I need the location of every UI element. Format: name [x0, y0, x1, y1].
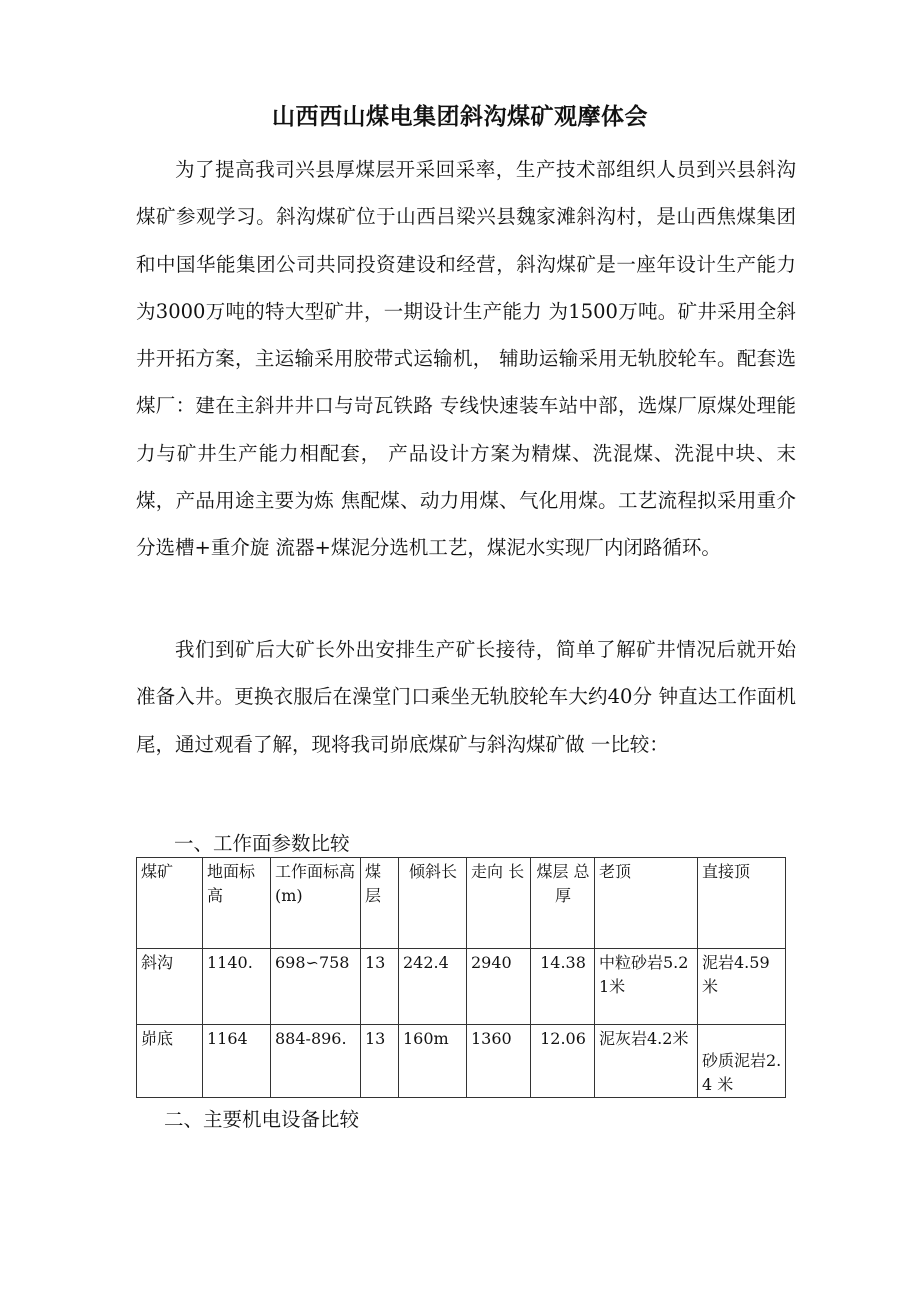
table-cell: 242.4 — [399, 949, 467, 1025]
table-cell: 884-896. — [271, 1025, 361, 1098]
table-cell: 2940 — [467, 949, 531, 1025]
table-cell: 13 — [361, 949, 399, 1025]
table-cell: 698∽758 — [271, 949, 361, 1025]
section-heading-equipment: 二、主要机电设备比较 — [164, 1108, 360, 1131]
table-cell: 砂质泥岩2.4 米 — [698, 1025, 786, 1098]
header-cell: 工作面标高(m) — [271, 858, 361, 949]
intro-paragraph: 为了提高我司兴县厚煤层开采回采率，生产技术部组织人员到兴县斜沟煤矿参观学习。斜沟煤矿位于山西吕梁兴县魏家滩斜沟村，是山西焦煤集团和中国华能集团公司共同投资建设和经营，斜沟煤矿是一座年设计生产能力为3000万吨的特大型矿井，一期设计生产能力 为1500万吨。矿井采用全斜井开拓方案，主运输采用胶带式运输机， 辅助运输采用无轨胶轮车。配套选煤厂：建在主斜井井口与岢瓦铁路 专线快速装车站中部，选煤厂原煤处理能力与矿井生产能力相配套， 产品设计方案为精煤、洗混煤、洗混中块、末煤，产品用途主要为炼 焦配煤、动力用煤、气化用煤。工艺流程拟采用重介分选槽+重介旋 流器+煤泥分选机工艺，煤泥水实现厂内闭路循环。 — [136, 158, 796, 560]
table-header-row — [137, 858, 786, 949]
table-cell: 160m — [399, 1025, 467, 1098]
header-cell: 煤层 总厚 — [531, 858, 595, 949]
table-cell: 峁底 — [137, 1025, 203, 1098]
table-cell: 1164 — [203, 1025, 271, 1098]
header-cell: 走向 长 — [467, 858, 531, 949]
table-cell: 斜沟 — [137, 949, 203, 1025]
header-cell: 煤层 — [361, 858, 399, 949]
table-cell: 泥灰岩4.2米 — [595, 1025, 698, 1098]
table-cell: 中粒砂岩5.21米 — [595, 949, 698, 1025]
header-cell: 倾斜长 — [399, 858, 467, 949]
table-row — [137, 1025, 786, 1098]
table-cell: 13 — [361, 1025, 399, 1098]
table-row — [137, 949, 786, 1025]
table-cell: 泥岩4.59米 — [698, 949, 786, 1025]
header-cell: 煤矿 — [137, 858, 203, 949]
table-cell: 12.06 — [531, 1025, 595, 1098]
table-cell: 1140. — [203, 949, 271, 1025]
workface-comparison-table — [136, 857, 786, 1098]
section-heading-workface: 一、工作面参数比较 — [174, 832, 350, 855]
visit-paragraph: 我们到矿后大矿长外出安排生产矿长接待，简单了解矿井情况后就开始准备入井。更换衣服后在澡堂门口乘坐无轨胶轮车大约40分 钟直达工作面机尾，通过观看了解，现将我司峁底煤矿与斜沟煤矿做 一比较： — [136, 638, 796, 756]
header-cell: 直接顶 — [698, 858, 786, 949]
table-cell: 14.38 — [531, 949, 595, 1025]
header-cell: 老顶 — [595, 858, 698, 949]
page-title: 山西西山煤电集团斜沟煤矿观摩体会 — [272, 103, 648, 130]
table-cell: 1360 — [467, 1025, 531, 1098]
header-cell: 地面标高 — [203, 858, 271, 949]
